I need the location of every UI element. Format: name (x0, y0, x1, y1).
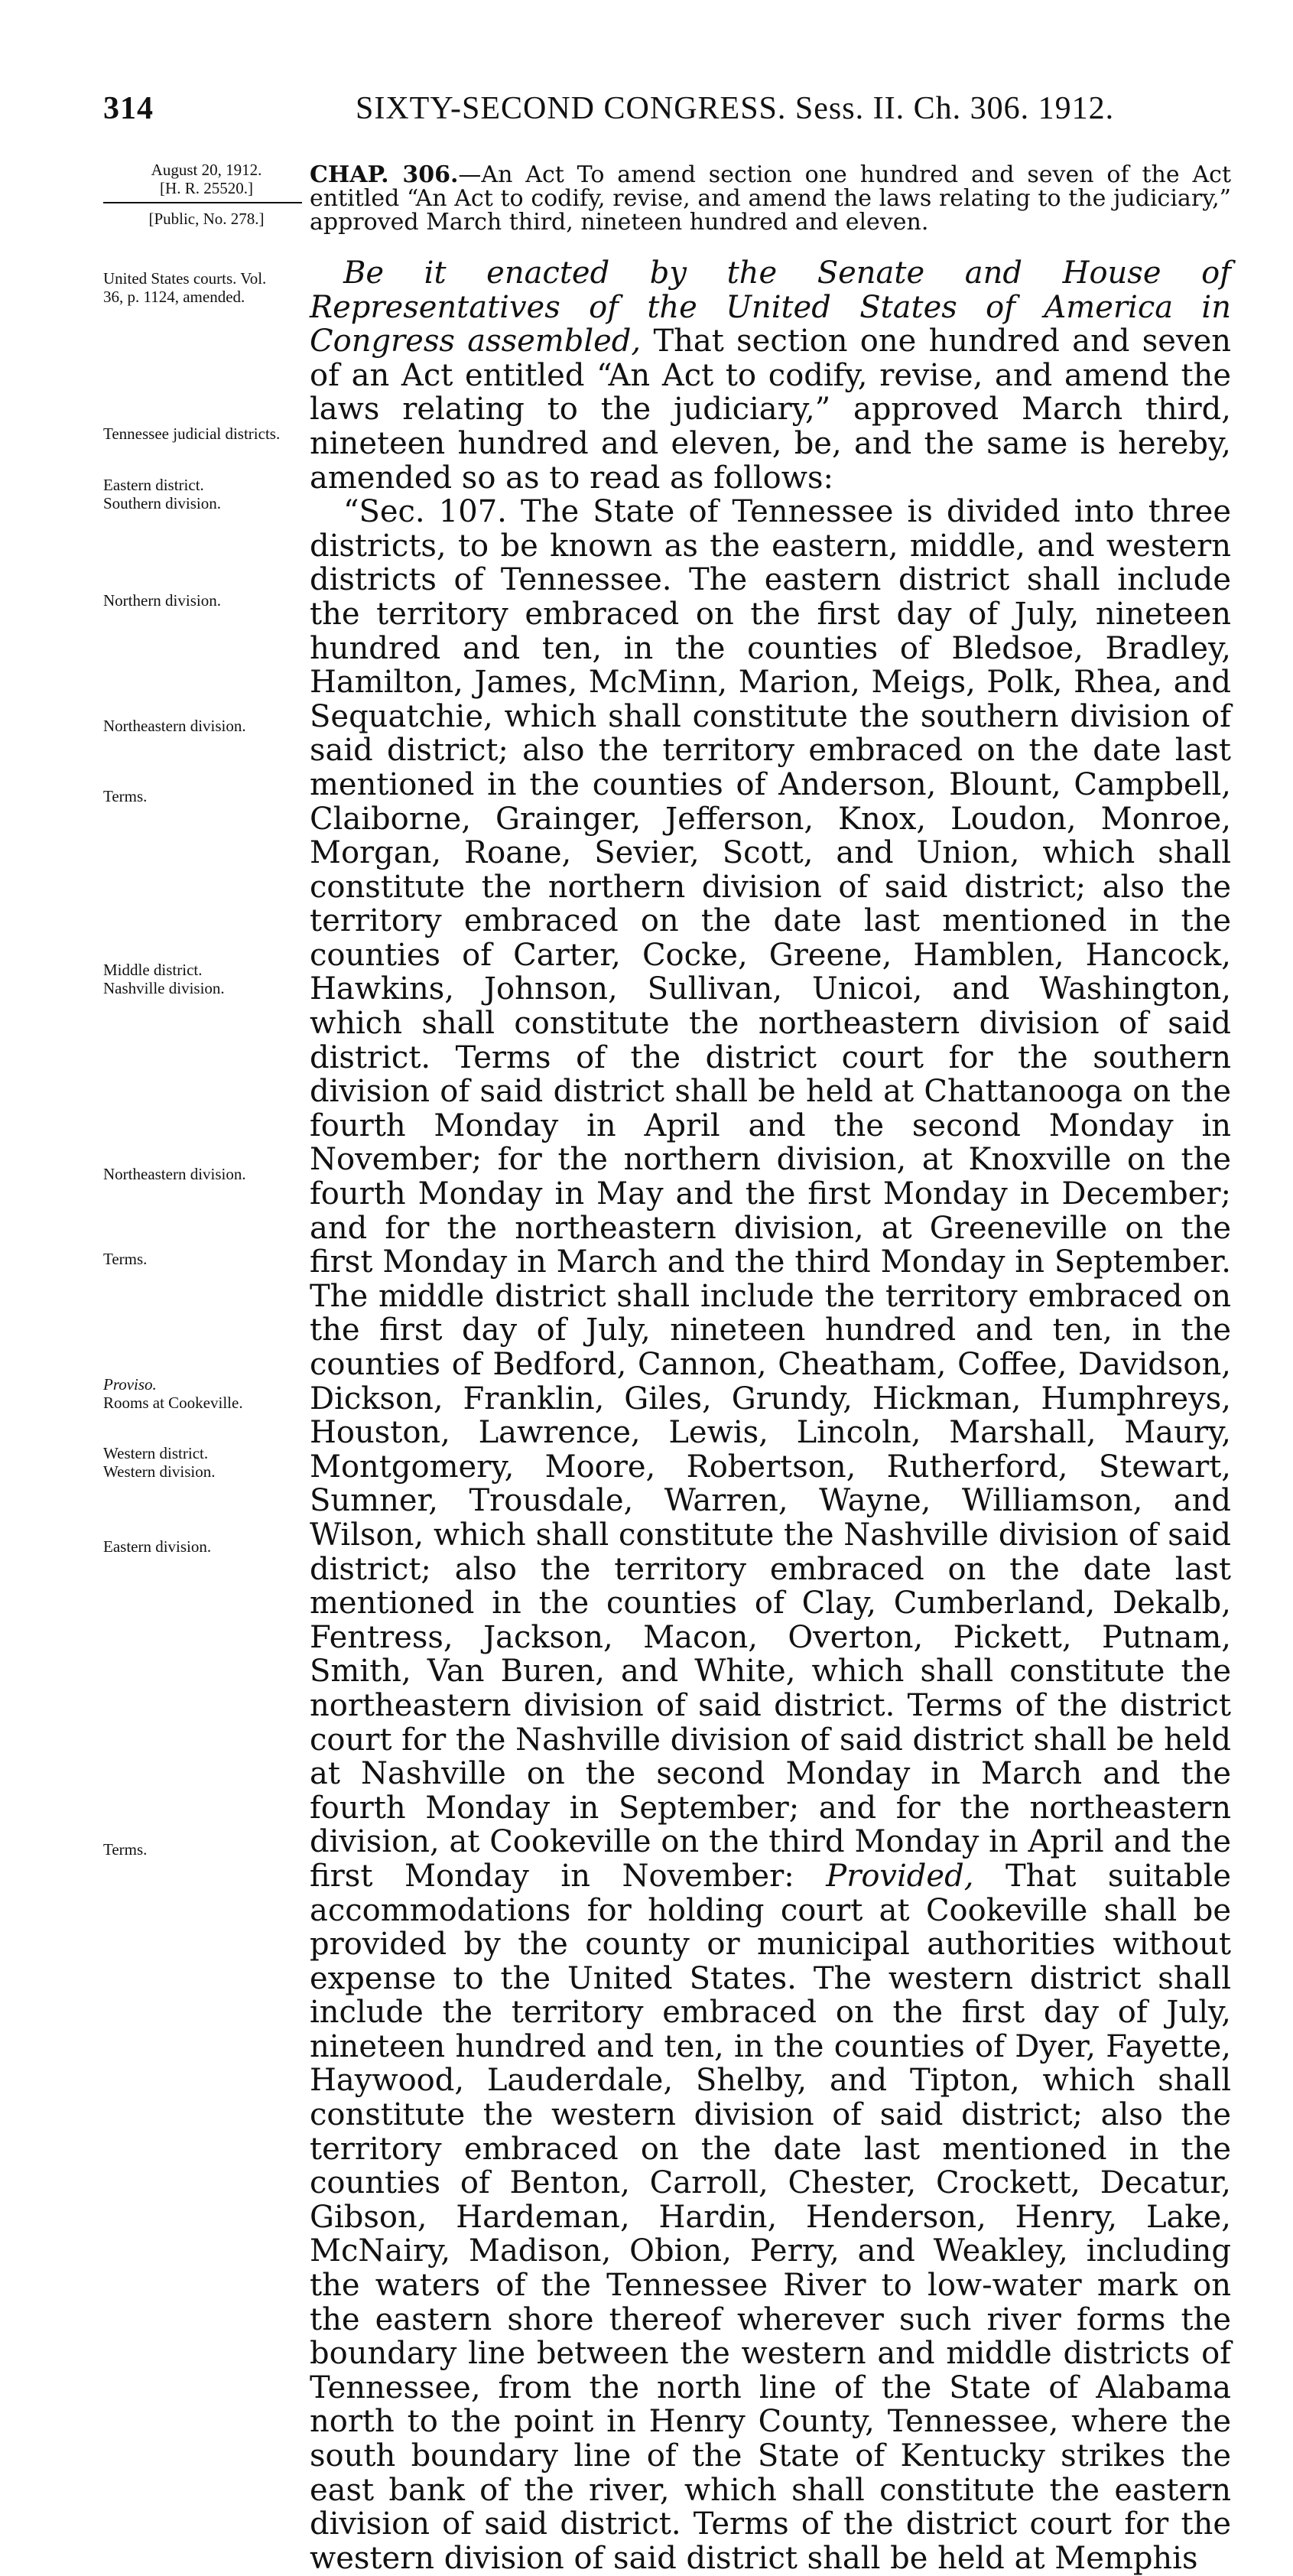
margin-terms-1: Terms. (103, 787, 148, 805)
provided-word: Provided, (826, 1858, 974, 1894)
margin-terms-2: Terms. (103, 1250, 148, 1268)
paragraph-2-text-a: “Sec. 107. The State of Tennessee is divided into three districts, to be known as the eastern, middle, and western districts of Tennessee. The eastern district shall include the territory embraced on the first day of July, nineteen hundred and ten, in the counties of Bledsoe, Bradley, Hamilton, James, McMinn, Marion, Meigs, Polk, Rhea, and Sequatchie, which shall constitute the southern division of said district; also the territory embraced on the date last mentioned in the counties of Anderson, Blount, Campbell, Claiborne, Grainger, Jefferson, Knox, Loudon, Monroe, Morgan, Roane, Sevier, Scott, and Union, which shall constitute the northern division of said district; also the territory embraced on the date last mentioned in the counties of Carter, Cocke, Greene, Hamblen, Hancock, Hawkins, Johnson, Sullivan, Unicoi, and Washington, which shall constitute the northeastern division of said district. Terms of the district court for the southern division of said district shall be held at Chattanooga on the fourth Monday in April and the second Monday in November; for the northern division, at Knoxville on the fourth Monday in May and the first Monday in December; and for the northeastern division, at Greeneville on the first Monday in March and the third Monday in September. The middle district shall include the territory embraced on the first day of July, nineteen hundred and ten, in the counties of Bedford, Cannon, Cheatham, Coffee, Davidson, Dickson, Franklin, Giles, Grundy, Hickman, Humphreys, Houston, Lawrence, Lewis, Lincoln, Marshall, Maury, Montgomery, Moore, Robertson, Rutherford, Stewart, Sumner, Trousdale, Warren, Wayne, Williamson, and Wilson, which shall constitute the Nashville division of said district; also the territory embraced on the date last mentioned in the counties of Clay, Cumberland, Dekalb, Fentress, Jackson, Macon, Overton, Pickett, Putnam, Smith, Van Buren, and White, which shall constitute the northeastern division of said district. Terms of the district court for the Nashville division of said district shall be held at Nashville on the second Monday in March and the fourth Monday in September; and for the northeastern division, at Cookeville on the third Monday in April and the first Monday in November: (310, 494, 1231, 1894)
margin-middle-district: Middle district. (103, 961, 203, 979)
margin-us-courts: United States courts. Vol. 36, p. 1124, amended. (103, 269, 267, 306)
paragraph-2-text-b: That suitable accommodations for holding court at Cookeville shall be provided by the county or municipal authorities without expense to the United States. The western district shall include the territory embraced on the first day of July, nineteen hundred and ten, in the counties of Dyer, Fayette, Haywood, Lauderdale, Shelby, and Tipton, which shall constitute the western division of said district; also the territory embraced on the date last mentioned in the counties of Benton, Carroll, Chester, Crockett, Decatur, Gibson, Hardeman, Hardin, Henderson, Henry, Lake, McNairy, Madison, Obion, Perry, and Weakley, including the waters of the Tennessee River to low-water mark on the eastern shore thereof wherever such river forms the boundary line between the western and middle districts of Tennessee, from the north line of the State of Alabama north to the point in Henry County, Tennessee, where the south boundary line of the State of Kentucky strikes the east bank of the river, which shall constitute the eastern division of said district. Terms of the district court for the western division of said district shall be held at Memphis (310, 1858, 1232, 2576)
margin-northeastern-division-1: Northeastern division. (103, 717, 246, 735)
page-number: 314 (103, 91, 154, 126)
margin-rooms-cookeville: Rooms at Cookeville. (103, 1394, 243, 1412)
paragraph-1-text: That section one hundred and seven of an Act entitled “An Act to codify, revise, and amend the laws relating to the judiciary,” approved March third, nineteen hundred and eleven, be, and the same is hereby, amended so as to read as follows: (310, 324, 1231, 496)
chapter-heading: CHAP. 306. (310, 161, 459, 188)
margin-nashville-division: Nashville division. (103, 979, 225, 997)
margin-proviso: Proviso. (103, 1375, 157, 1394)
margin-notes (103, 0, 310, 1971)
margin-tennessee-judicial: Tennessee judicial districts. (103, 424, 281, 443)
chapter-title-block (310, 163, 1231, 234)
margin-eastern-district: Eastern district. (103, 476, 204, 494)
enacting-clause: Be it enacted by the Senate and House of Representatives of the United States of America in Congress assembled, (310, 255, 1231, 359)
enacting-paragraph (310, 256, 1231, 495)
section-107-paragraph (310, 495, 1231, 2575)
margin-northern-division: Northern division. (103, 591, 221, 610)
margin-western-district: Western district. (103, 1444, 209, 1462)
margin-date: August 20, 1912. (151, 161, 262, 179)
margin-western-division: Western division. (103, 1462, 216, 1481)
margin-southern-division: Southern division. (103, 494, 222, 512)
running-head: SIXTY-SECOND CONGRESS. Sess. II. Ch. 306. 1912. (356, 91, 1115, 126)
statute-body (310, 256, 1231, 2575)
margin-northeastern-division-2: Northeastern division. (103, 1165, 246, 1183)
chapter-title: —An Act To amend section one hundred and seven of the Act entitled “An Act to codify, revise, and amend the laws relating to the judiciary,” approved March third, nineteen hundred and eleven. (310, 161, 1231, 236)
margin-rule (103, 202, 302, 203)
margin-public-number: [Public, No. 278.] (148, 210, 265, 228)
margin-bill-number: [H. R. 25520.] (160, 179, 253, 197)
margin-terms-3: Terms. (103, 1840, 148, 1859)
margin-eastern-division: Eastern division. (103, 1537, 212, 1556)
